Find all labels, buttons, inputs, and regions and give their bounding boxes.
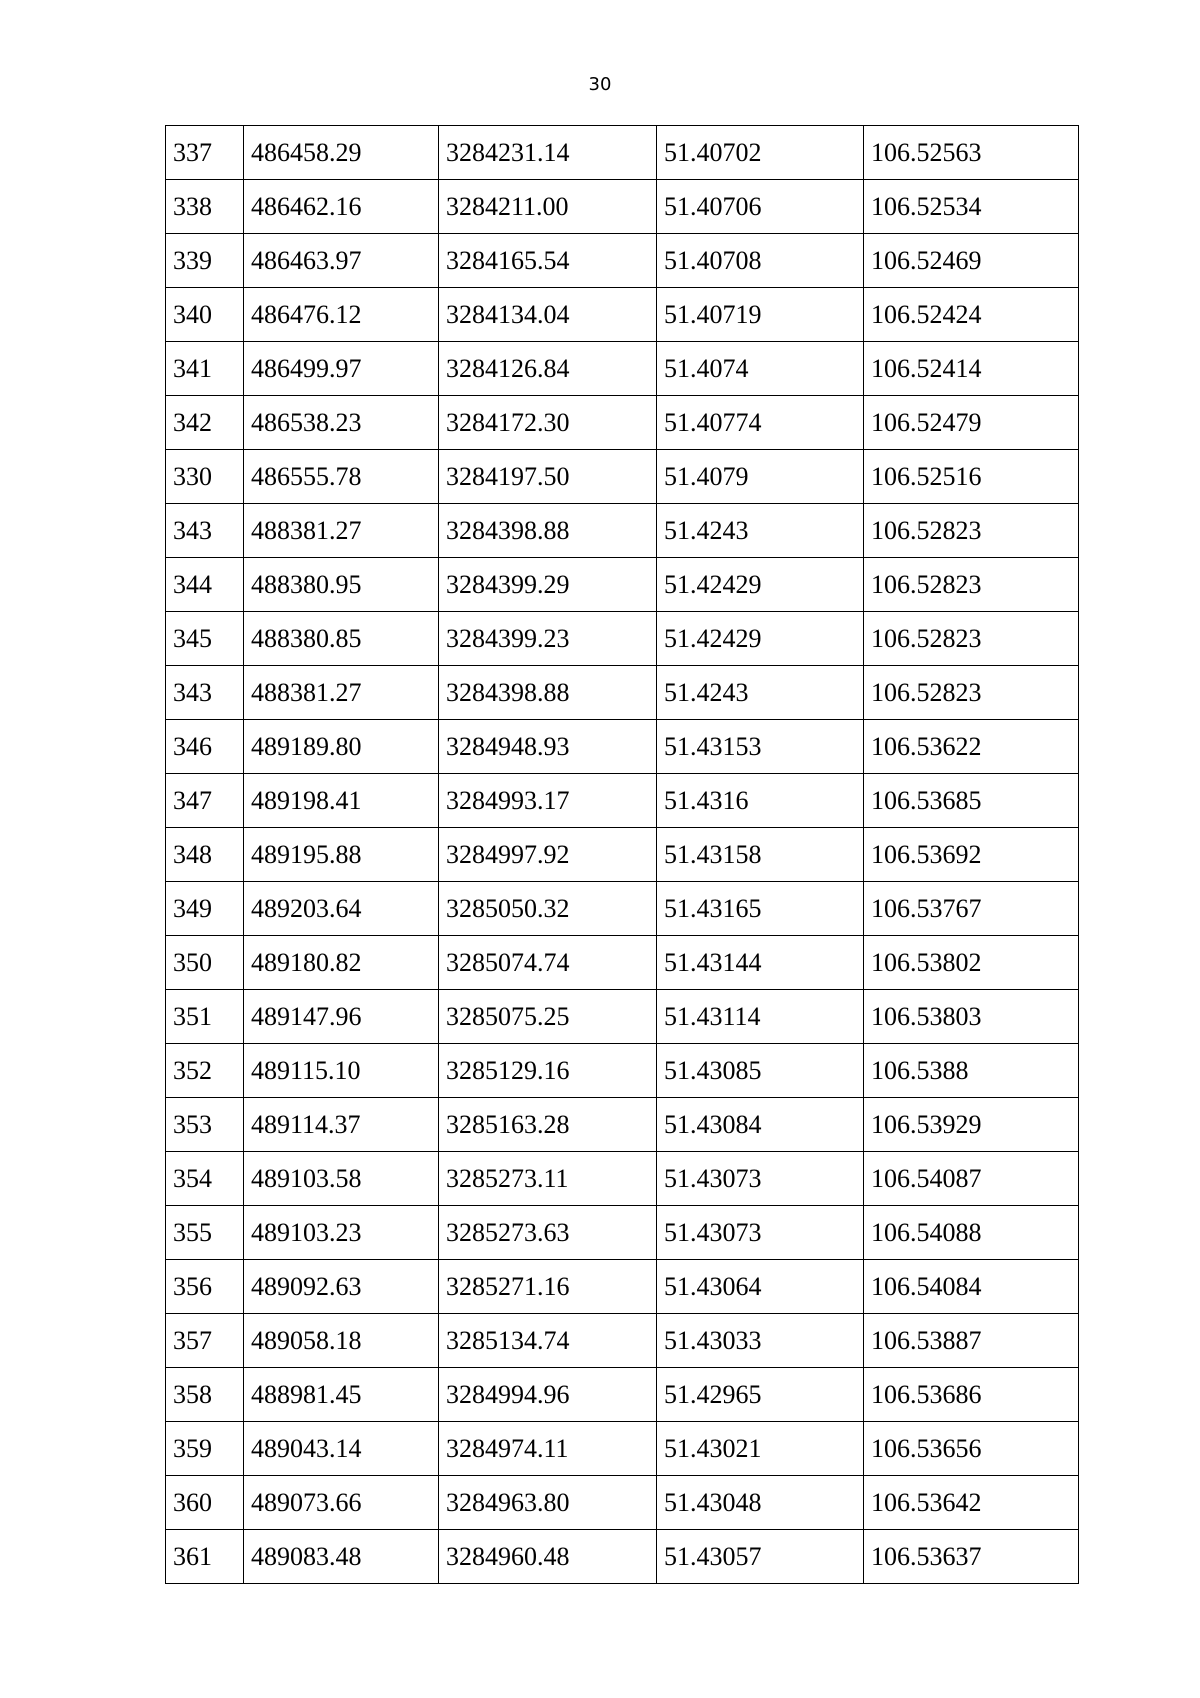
table-row	[166, 666, 1079, 720]
x-coordinate-cell: 486476.12	[244, 288, 439, 342]
x-coordinate-cell: 486463.97	[244, 234, 439, 288]
longitude-cell: 106.54084	[864, 1260, 1079, 1314]
latitude-cell: 51.43048	[657, 1476, 864, 1530]
point-number-cell: 344	[166, 558, 244, 612]
longitude-cell: 106.53656	[864, 1422, 1079, 1476]
x-coordinate-cell: 489092.63	[244, 1260, 439, 1314]
table-row	[166, 180, 1079, 234]
latitude-cell: 51.4316	[657, 774, 864, 828]
latitude-cell: 51.40706	[657, 180, 864, 234]
point-number-cell: 350	[166, 936, 244, 990]
table-row	[166, 396, 1079, 450]
point-number-cell: 340	[166, 288, 244, 342]
latitude-cell: 51.42965	[657, 1368, 864, 1422]
x-coordinate-cell: 489058.18	[244, 1314, 439, 1368]
table-row	[166, 288, 1079, 342]
point-number-cell: 343	[166, 666, 244, 720]
latitude-cell: 51.4243	[657, 666, 864, 720]
x-coordinate-cell: 489114.37	[244, 1098, 439, 1152]
x-coordinate-cell: 489203.64	[244, 882, 439, 936]
latitude-cell: 51.43085	[657, 1044, 864, 1098]
latitude-cell: 51.43144	[657, 936, 864, 990]
table-row	[166, 612, 1079, 666]
latitude-cell: 51.43158	[657, 828, 864, 882]
point-number-cell: 351	[166, 990, 244, 1044]
table-row	[166, 828, 1079, 882]
longitude-cell: 106.54087	[864, 1152, 1079, 1206]
x-coordinate-cell: 486555.78	[244, 450, 439, 504]
longitude-cell: 106.53686	[864, 1368, 1079, 1422]
latitude-cell: 51.43153	[657, 720, 864, 774]
point-number-cell: 349	[166, 882, 244, 936]
y-coordinate-cell: 3284993.17	[439, 774, 657, 828]
point-number-cell: 357	[166, 1314, 244, 1368]
latitude-cell: 51.40719	[657, 288, 864, 342]
x-coordinate-cell: 488981.45	[244, 1368, 439, 1422]
point-number-cell: 352	[166, 1044, 244, 1098]
table-row	[166, 1044, 1079, 1098]
point-number-cell: 358	[166, 1368, 244, 1422]
longitude-cell: 106.53637	[864, 1530, 1079, 1584]
coordinates-table	[165, 125, 1079, 1584]
point-number-cell: 338	[166, 180, 244, 234]
latitude-cell: 51.40708	[657, 234, 864, 288]
x-coordinate-cell: 489073.66	[244, 1476, 439, 1530]
point-number-cell: 346	[166, 720, 244, 774]
x-coordinate-cell: 486458.29	[244, 126, 439, 180]
longitude-cell: 106.52823	[864, 612, 1079, 666]
x-coordinate-cell: 486462.16	[244, 180, 439, 234]
longitude-cell: 106.52563	[864, 126, 1079, 180]
point-number-cell: 355	[166, 1206, 244, 1260]
y-coordinate-cell: 3284211.00	[439, 180, 657, 234]
x-coordinate-cell: 489043.14	[244, 1422, 439, 1476]
table-row	[166, 1314, 1079, 1368]
y-coordinate-cell: 3284165.54	[439, 234, 657, 288]
y-coordinate-cell: 3285273.63	[439, 1206, 657, 1260]
longitude-cell: 106.52424	[864, 288, 1079, 342]
point-number-cell: 347	[166, 774, 244, 828]
latitude-cell: 51.43033	[657, 1314, 864, 1368]
table-row	[166, 1098, 1079, 1152]
longitude-cell: 106.52414	[864, 342, 1079, 396]
y-coordinate-cell: 3284960.48	[439, 1530, 657, 1584]
latitude-cell: 51.4243	[657, 504, 864, 558]
y-coordinate-cell: 3284963.80	[439, 1476, 657, 1530]
table-row	[166, 1422, 1079, 1476]
y-coordinate-cell: 3285050.32	[439, 882, 657, 936]
y-coordinate-cell: 3285134.74	[439, 1314, 657, 1368]
y-coordinate-cell: 3284399.29	[439, 558, 657, 612]
y-coordinate-cell: 3284126.84	[439, 342, 657, 396]
table-row	[166, 1530, 1079, 1584]
x-coordinate-cell: 489198.41	[244, 774, 439, 828]
x-coordinate-cell: 488380.95	[244, 558, 439, 612]
table-row	[166, 774, 1079, 828]
x-coordinate-cell: 489103.58	[244, 1152, 439, 1206]
longitude-cell: 106.53887	[864, 1314, 1079, 1368]
longitude-cell: 106.52823	[864, 558, 1079, 612]
latitude-cell: 51.43114	[657, 990, 864, 1044]
y-coordinate-cell: 3284399.23	[439, 612, 657, 666]
y-coordinate-cell: 3284398.88	[439, 504, 657, 558]
longitude-cell: 106.53622	[864, 720, 1079, 774]
y-coordinate-cell: 3284134.04	[439, 288, 657, 342]
point-number-cell: 359	[166, 1422, 244, 1476]
latitude-cell: 51.43073	[657, 1152, 864, 1206]
y-coordinate-cell: 3285273.11	[439, 1152, 657, 1206]
point-number-cell: 342	[166, 396, 244, 450]
point-number-cell: 348	[166, 828, 244, 882]
x-coordinate-cell: 489115.10	[244, 1044, 439, 1098]
x-coordinate-cell: 488381.27	[244, 666, 439, 720]
y-coordinate-cell: 3284994.96	[439, 1368, 657, 1422]
longitude-cell: 106.53767	[864, 882, 1079, 936]
y-coordinate-cell: 3284231.14	[439, 126, 657, 180]
x-coordinate-cell: 489103.23	[244, 1206, 439, 1260]
y-coordinate-cell: 3285129.16	[439, 1044, 657, 1098]
table-row	[166, 234, 1079, 288]
latitude-cell: 51.43073	[657, 1206, 864, 1260]
latitude-cell: 51.43064	[657, 1260, 864, 1314]
x-coordinate-cell: 486538.23	[244, 396, 439, 450]
point-number-cell: 343	[166, 504, 244, 558]
latitude-cell: 51.43084	[657, 1098, 864, 1152]
point-number-cell: 341	[166, 342, 244, 396]
table-row	[166, 720, 1079, 774]
x-coordinate-cell: 489189.80	[244, 720, 439, 774]
latitude-cell: 51.40774	[657, 396, 864, 450]
longitude-cell: 106.52823	[864, 666, 1079, 720]
table-row	[166, 1206, 1079, 1260]
y-coordinate-cell: 3284197.50	[439, 450, 657, 504]
x-coordinate-cell: 488381.27	[244, 504, 439, 558]
table-row	[166, 1260, 1079, 1314]
longitude-cell: 106.53802	[864, 936, 1079, 990]
latitude-cell: 51.42429	[657, 612, 864, 666]
x-coordinate-cell: 489180.82	[244, 936, 439, 990]
page-number: 30	[588, 74, 612, 95]
x-coordinate-cell: 489147.96	[244, 990, 439, 1044]
table-row	[166, 450, 1079, 504]
point-number-cell: 356	[166, 1260, 244, 1314]
table-row	[166, 990, 1079, 1044]
y-coordinate-cell: 3284974.11	[439, 1422, 657, 1476]
y-coordinate-cell: 3284948.93	[439, 720, 657, 774]
point-number-cell: 337	[166, 126, 244, 180]
table-row	[166, 126, 1079, 180]
latitude-cell: 51.43165	[657, 882, 864, 936]
x-coordinate-cell: 486499.97	[244, 342, 439, 396]
point-number-cell: 345	[166, 612, 244, 666]
point-number-cell: 360	[166, 1476, 244, 1530]
longitude-cell: 106.52534	[864, 180, 1079, 234]
latitude-cell: 51.40702	[657, 126, 864, 180]
y-coordinate-cell: 3284398.88	[439, 666, 657, 720]
y-coordinate-cell: 3285075.25	[439, 990, 657, 1044]
table-row	[166, 882, 1079, 936]
table-row	[166, 342, 1079, 396]
longitude-cell: 106.52479	[864, 396, 1079, 450]
coordinates-table-body	[166, 126, 1079, 1584]
latitude-cell: 51.4079	[657, 450, 864, 504]
point-number-cell: 361	[166, 1530, 244, 1584]
table-row	[166, 504, 1079, 558]
x-coordinate-cell: 489083.48	[244, 1530, 439, 1584]
longitude-cell: 106.52516	[864, 450, 1079, 504]
point-number-cell: 354	[166, 1152, 244, 1206]
x-coordinate-cell: 489195.88	[244, 828, 439, 882]
y-coordinate-cell: 3285271.16	[439, 1260, 657, 1314]
latitude-cell: 51.42429	[657, 558, 864, 612]
x-coordinate-cell: 488380.85	[244, 612, 439, 666]
longitude-cell: 106.52469	[864, 234, 1079, 288]
y-coordinate-cell: 3284172.30	[439, 396, 657, 450]
y-coordinate-cell: 3284997.92	[439, 828, 657, 882]
y-coordinate-cell: 3285163.28	[439, 1098, 657, 1152]
table-row	[166, 558, 1079, 612]
longitude-cell: 106.5388	[864, 1044, 1079, 1098]
longitude-cell: 106.53929	[864, 1098, 1079, 1152]
point-number-cell: 353	[166, 1098, 244, 1152]
table-row	[166, 936, 1079, 990]
longitude-cell: 106.53803	[864, 990, 1079, 1044]
longitude-cell: 106.52823	[864, 504, 1079, 558]
longitude-cell: 106.53642	[864, 1476, 1079, 1530]
latitude-cell: 51.4074	[657, 342, 864, 396]
longitude-cell: 106.54088	[864, 1206, 1079, 1260]
table-row	[166, 1476, 1079, 1530]
latitude-cell: 51.43057	[657, 1530, 864, 1584]
y-coordinate-cell: 3285074.74	[439, 936, 657, 990]
table-row	[166, 1368, 1079, 1422]
table-row	[166, 1152, 1079, 1206]
longitude-cell: 106.53692	[864, 828, 1079, 882]
point-number-cell: 330	[166, 450, 244, 504]
point-number-cell: 339	[166, 234, 244, 288]
latitude-cell: 51.43021	[657, 1422, 864, 1476]
longitude-cell: 106.53685	[864, 774, 1079, 828]
